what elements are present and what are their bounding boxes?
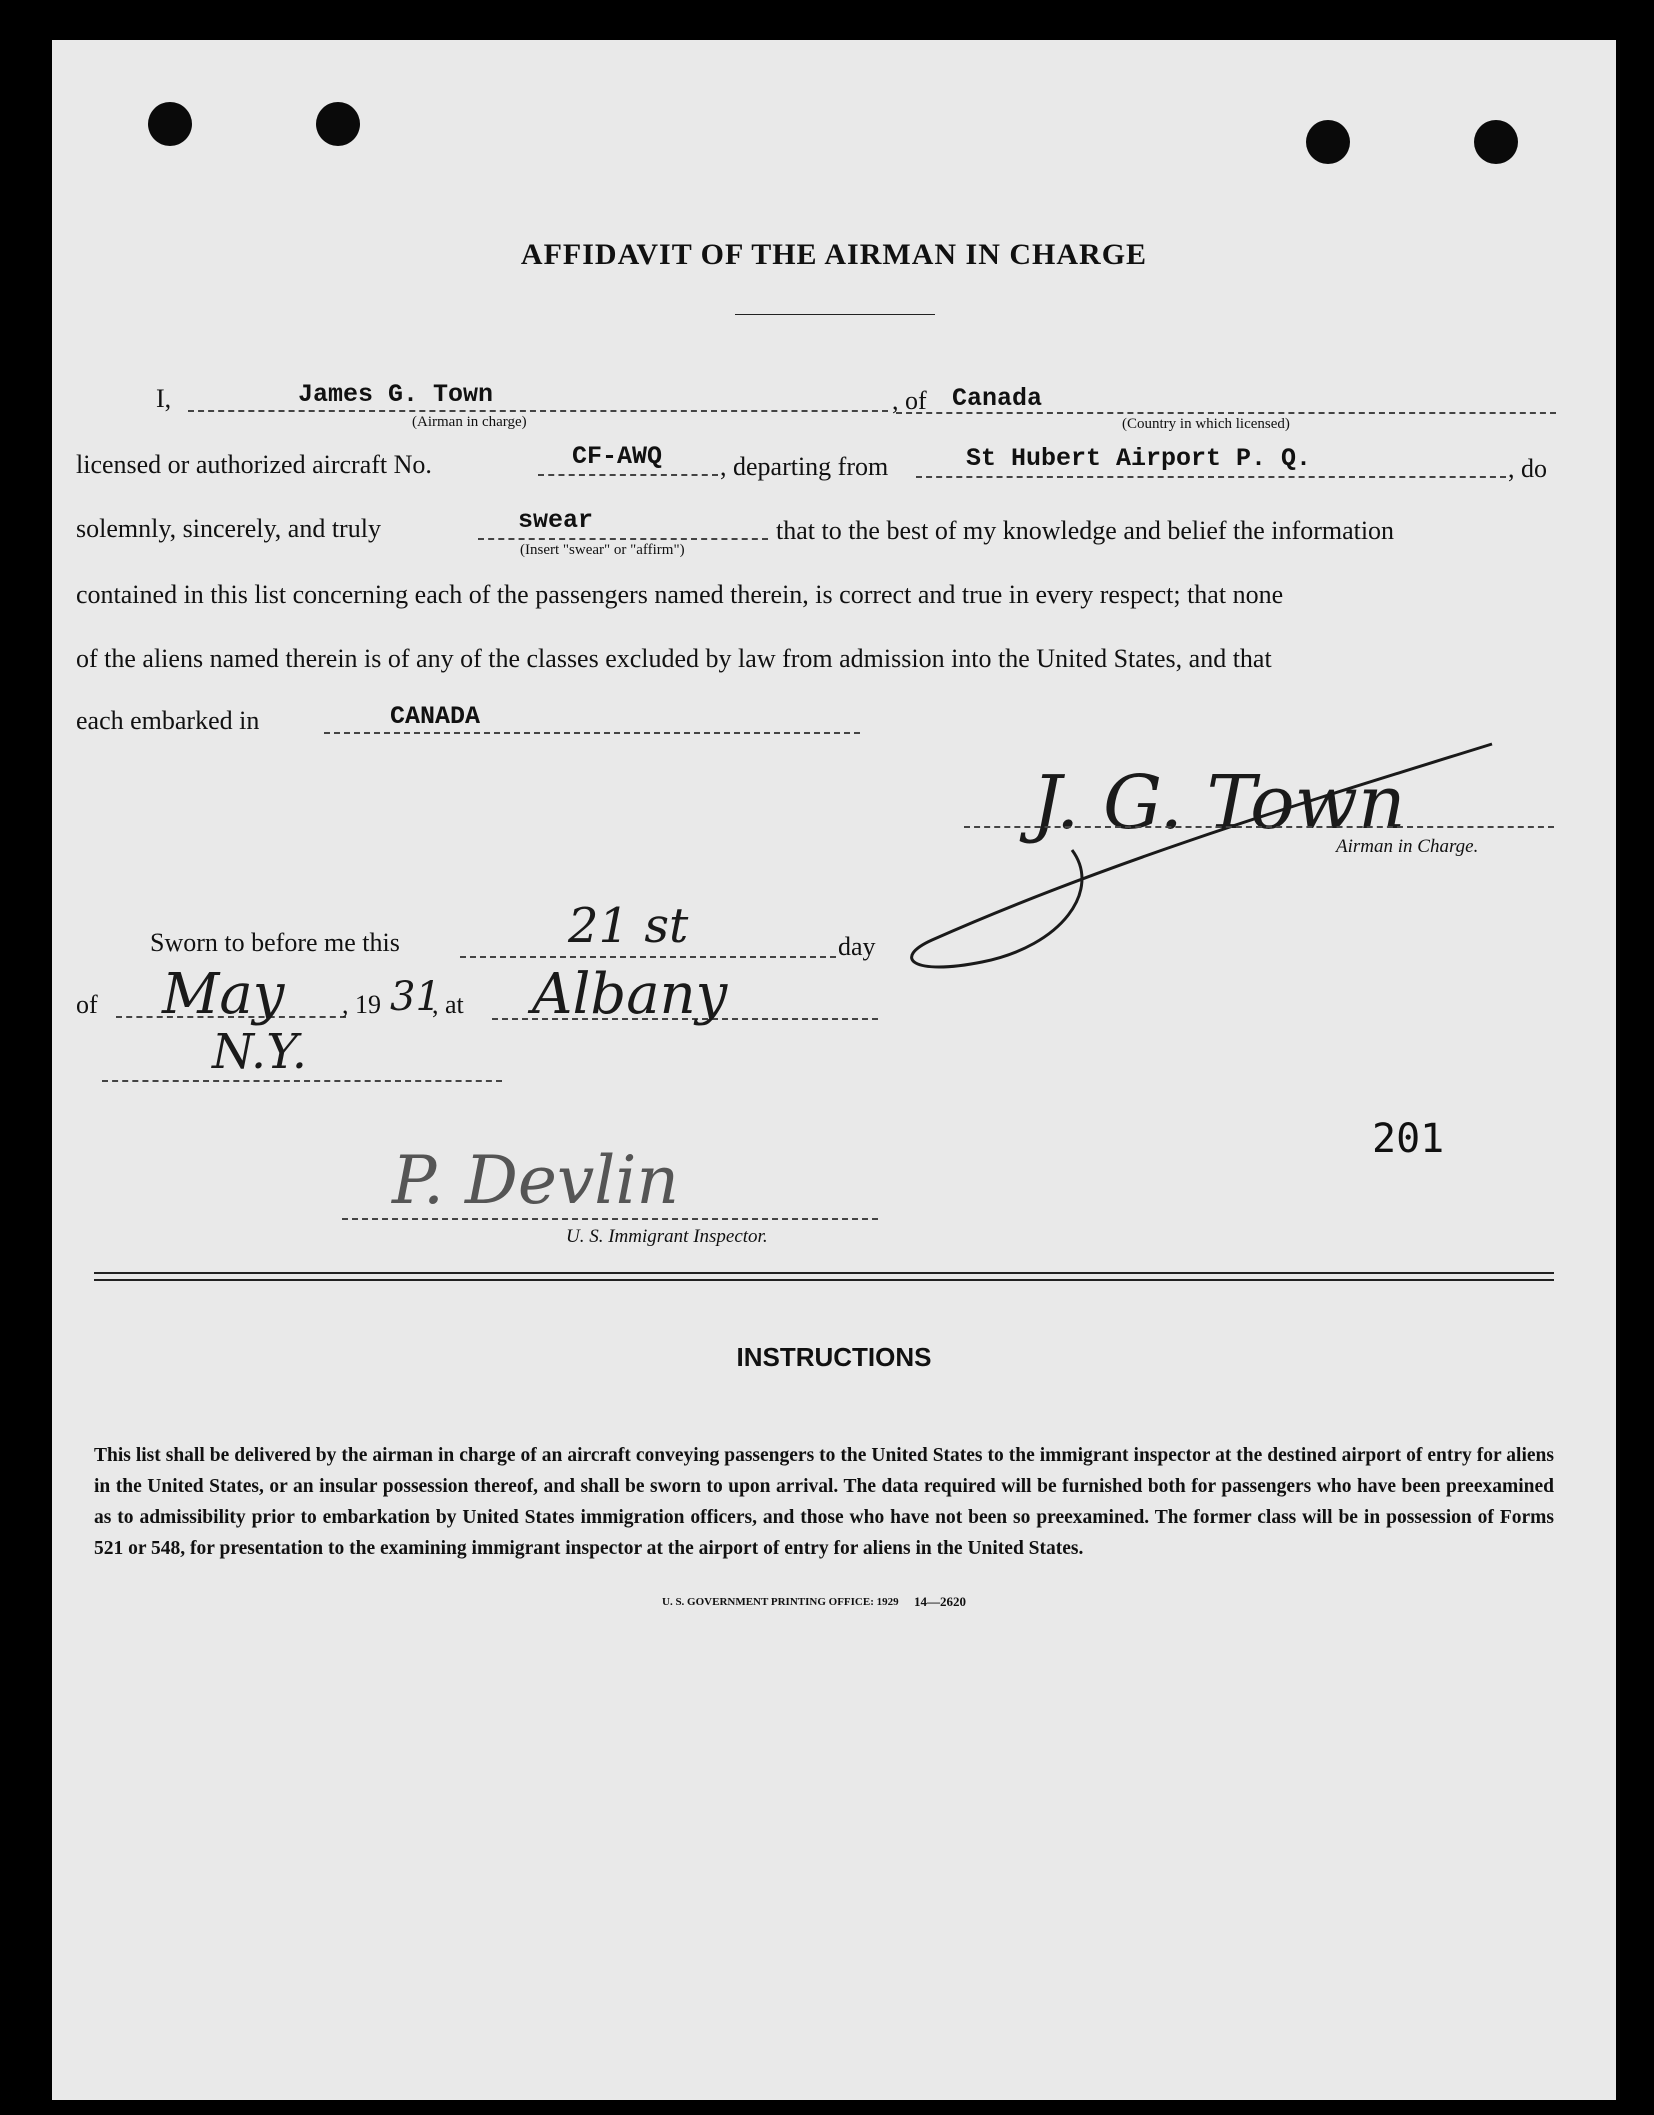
- country-value: Canada: [952, 384, 1043, 413]
- line4-text: contained in this list concerning each of the passengers named therein, is correct and true in every respect; that none: [76, 580, 1284, 609]
- line1-mid: , of: [892, 386, 927, 415]
- embarked-in-value: CANADA: [390, 702, 481, 731]
- line2-prefix: licensed or authorized aircraft No.: [76, 450, 432, 479]
- airman-signature: J. G. Town: [1032, 760, 1406, 846]
- punch-hole: [1306, 120, 1350, 164]
- inspector-signature-line: [342, 1218, 878, 1220]
- oath-field[interactable]: [478, 538, 768, 540]
- line3-prefix: solemnly, sincerely, and truly: [76, 514, 381, 543]
- line1-prefix: I,: [156, 384, 172, 413]
- inspector-caption: U. S. Immigrant Inspector.: [566, 1226, 768, 1247]
- instructions-title: INSTRUCTIONS: [736, 1342, 932, 1372]
- sworn-month-value: May: [162, 962, 285, 1027]
- sworn-day-value: 21 st: [568, 898, 689, 954]
- line2-mid: , departing from: [720, 452, 889, 481]
- departing-from-value: St Hubert Airport P. Q.: [966, 444, 1312, 473]
- airman-signature-line: [964, 826, 1554, 828]
- line2-suffix: , do: [1508, 454, 1547, 483]
- airman-name-field[interactable]: [188, 410, 888, 412]
- aircraft-no-field[interactable]: [538, 474, 718, 476]
- sworn-prefix: Sworn to before me this: [150, 928, 400, 957]
- country-caption: (Country in which licensed): [1122, 416, 1290, 432]
- sworn-place2-field[interactable]: [102, 1080, 502, 1082]
- line5-text: of the aliens named therein is of any of the classes excluded by law from admission into the United States, and that: [76, 644, 1272, 673]
- oath-value: swear: [518, 506, 594, 535]
- signature-flourish-icon: [892, 740, 1532, 980]
- form-title: AFFIDAVIT OF THE AIRMAN IN CHARGE: [520, 238, 1148, 271]
- form-number: 14—2620: [914, 1594, 966, 1609]
- sworn-day-field[interactable]: [460, 956, 836, 958]
- line6-prefix: each embarked in: [76, 706, 260, 735]
- instructions-text: This list shall be delivered by the airman in charge of an aircraft conveying passengers to the United States to the immigrant inspector at the destined airport of entry for aliens in the United States, or an insular possession thereof, and shall be sworn to upon arrival. The data required will be furnished both for passengers who have been preexamined as to admissibility prior to embarkation by United States immigration officers, and those who have not been so preexamined. The former class will be in possession of Forms 521 or 548, for presentation to the examining immigrant inspector at the airport of entry for aliens in the United States.: [94, 1445, 1554, 1559]
- document-page: [52, 40, 1616, 2100]
- sworn-day-suffix: day: [838, 932, 876, 961]
- line3-suffix: that to the best of my knowledge and belief the information: [776, 516, 1395, 545]
- aircraft-no-value: CF-AWQ: [572, 442, 663, 471]
- oath-caption: (Insert "swear" or "affirm"): [520, 542, 685, 558]
- section-divider: [94, 1272, 1554, 1281]
- sworn-place-value: Albany: [532, 962, 728, 1027]
- title-underline: [735, 314, 935, 315]
- sworn-at: , at: [432, 990, 464, 1019]
- stamp-number: 201: [1372, 1116, 1445, 1162]
- punch-hole: [148, 102, 192, 146]
- sworn-year-prefix: , 19: [342, 990, 381, 1019]
- airman-name-value: James G. Town: [298, 380, 494, 409]
- sworn-year-value: 31: [390, 974, 441, 1020]
- printer-imprint: U. S. GOVERNMENT PRINTING OFFICE: 1929: [662, 1596, 899, 1608]
- sworn-place2-value: N.Y.: [212, 1024, 307, 1080]
- embarked-in-field[interactable]: [324, 732, 860, 734]
- inspector-signature: P. Devlin: [392, 1142, 679, 1219]
- punch-hole: [316, 102, 360, 146]
- sworn-of: of: [76, 990, 98, 1019]
- airman-caption: Airman in Charge.: [1336, 836, 1479, 857]
- departing-from-field[interactable]: [916, 476, 1506, 478]
- airman-name-caption: (Airman in charge): [412, 414, 527, 430]
- punch-hole: [1474, 120, 1518, 164]
